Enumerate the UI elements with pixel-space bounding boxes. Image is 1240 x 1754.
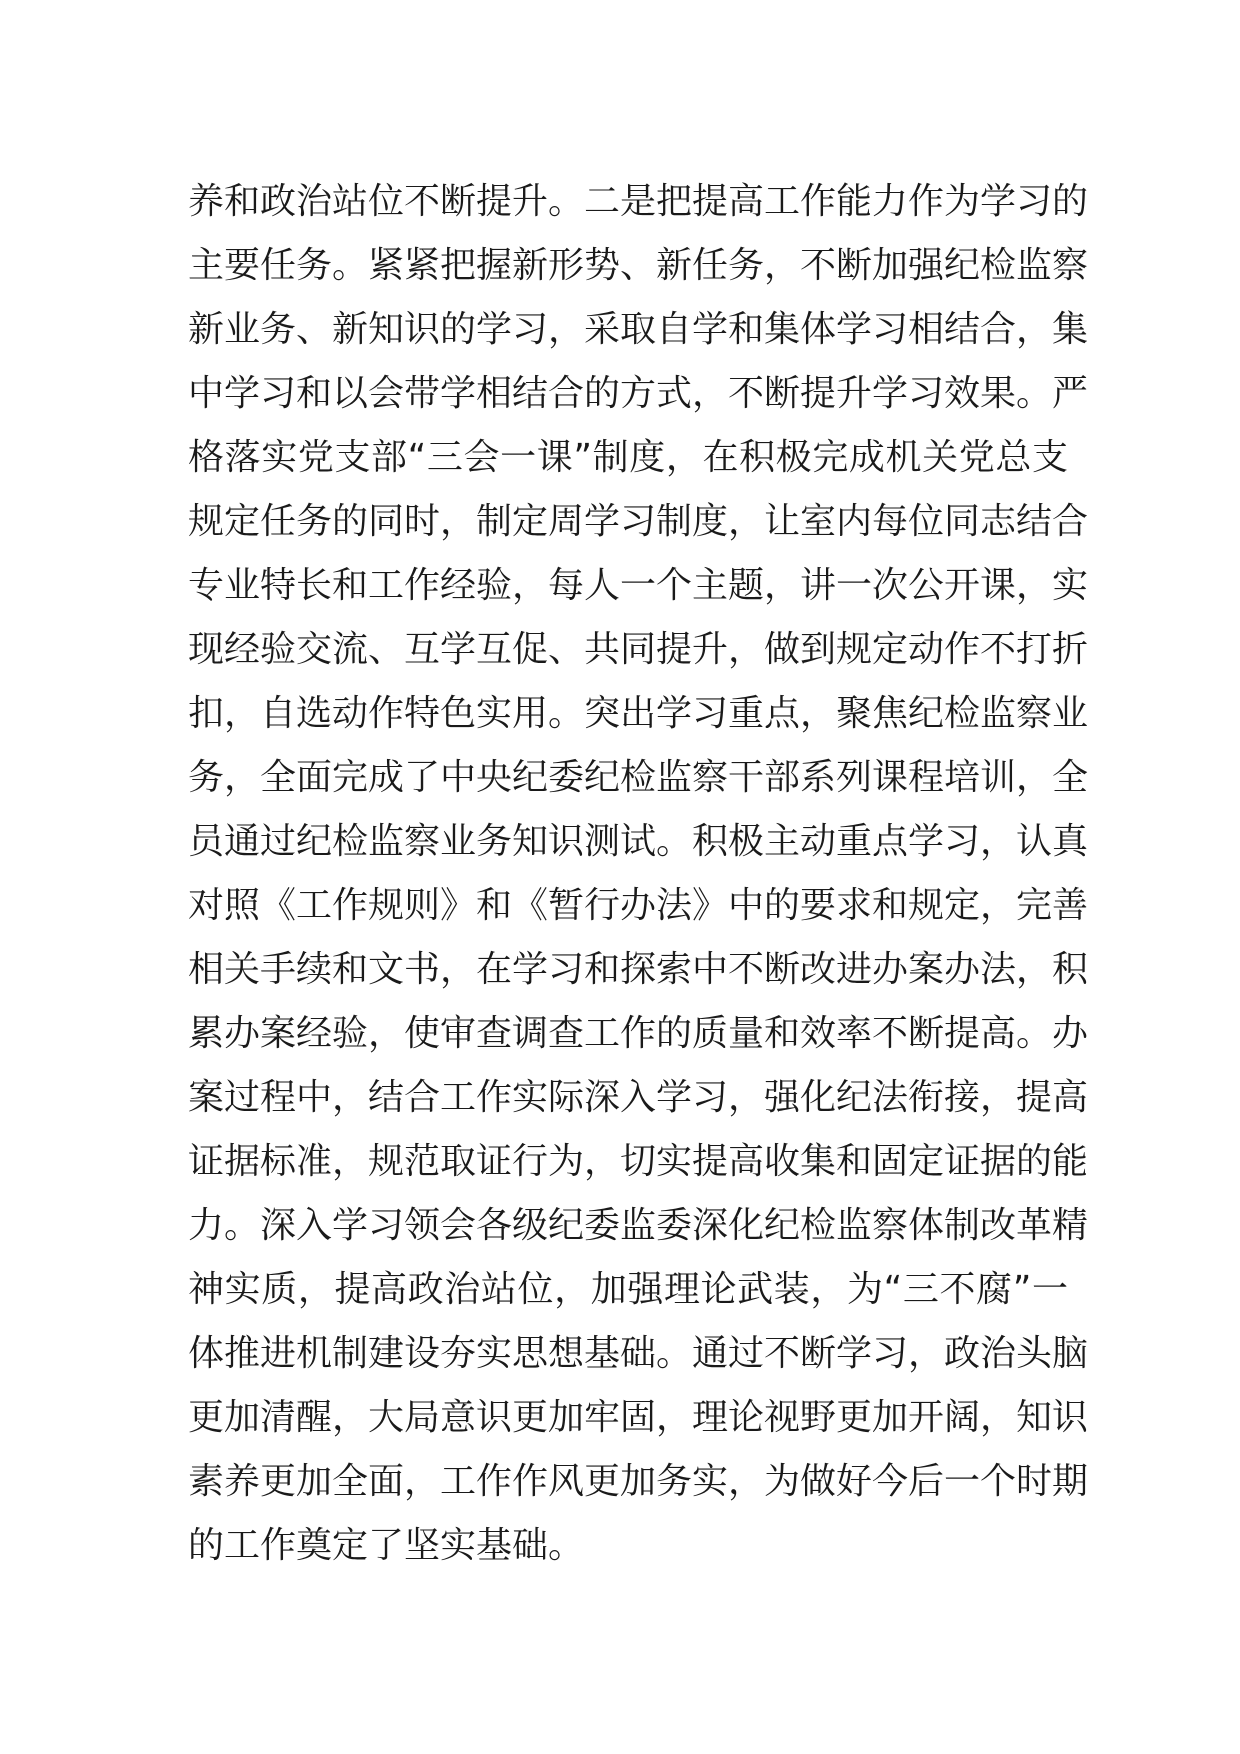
text-line: 证据标准，规范取证行为，切实提高收集和固定证据的能 [188,1141,1089,1182]
text-line: 专业特长和工作经验，每人一个主题，讲一次公开课，实 [188,565,1089,606]
text-line: 力。深入学习领会各级纪委监委深化纪检监察体制改革精 [188,1205,1089,1246]
text-line: 扣，自选动作特色实用。突出学习重点，聚焦纪检监察业 [188,693,1089,734]
text-line: 员通过纪检监察业务知识测试。积极主动重点学习，认真 [188,821,1089,862]
text-line: 中学习和以会带学相结合的方式，不断提升学习效果。严 [188,373,1089,414]
text-line: 累办案经验，使审查调查工作的质量和效率不断提高。办 [188,1013,1089,1054]
text-line: 对照《工作规则》和《暂行办法》中的要求和规定，完善 [188,885,1089,926]
text-line: 务，全面完成了中央纪委纪检监察干部系列课程培训，全 [188,757,1089,798]
text-line: 养和政治站位不断提升。二是把提高工作能力作为学习的 [188,181,1089,222]
text-line: 格落实党支部“三会一课”制度，在积极完成机关党总支 [188,437,1068,478]
text-line: 规定任务的同时，制定周学习制度，让室内每位同志结合 [188,501,1089,542]
text-line: 素养更加全面，工作作风更加务实，为做好今后一个时期 [188,1461,1089,1502]
text-line: 体推进机制建设夯实思想基础。通过不断学习，政治头脑 [188,1333,1089,1374]
body-paragraph [188,170,1089,1578]
text-line: 神实质，提高政治站位，加强理论武装，为“三不腐”一 [188,1269,1068,1310]
text-line: 更加清醒，大局意识更加牢固，理论视野更加开阔，知识 [188,1397,1089,1438]
text-line: 案过程中，结合工作实际深入学习，强化纪法衔接，提高 [188,1077,1089,1118]
text-line: 相关手续和文书，在学习和探索中不断改进办案办法，积 [188,949,1089,990]
text-line: 新业务、新知识的学习，采取自学和集体学习相结合，集 [188,309,1089,350]
text-line: 现经验交流、互学互促、共同提升，做到规定动作不打折 [188,629,1089,670]
text-line: 主要任务。紧紧把握新形势、新任务，不断加强纪检监察 [188,245,1089,286]
text-line: 的工作奠定了坚实基础。 [188,1525,585,1566]
